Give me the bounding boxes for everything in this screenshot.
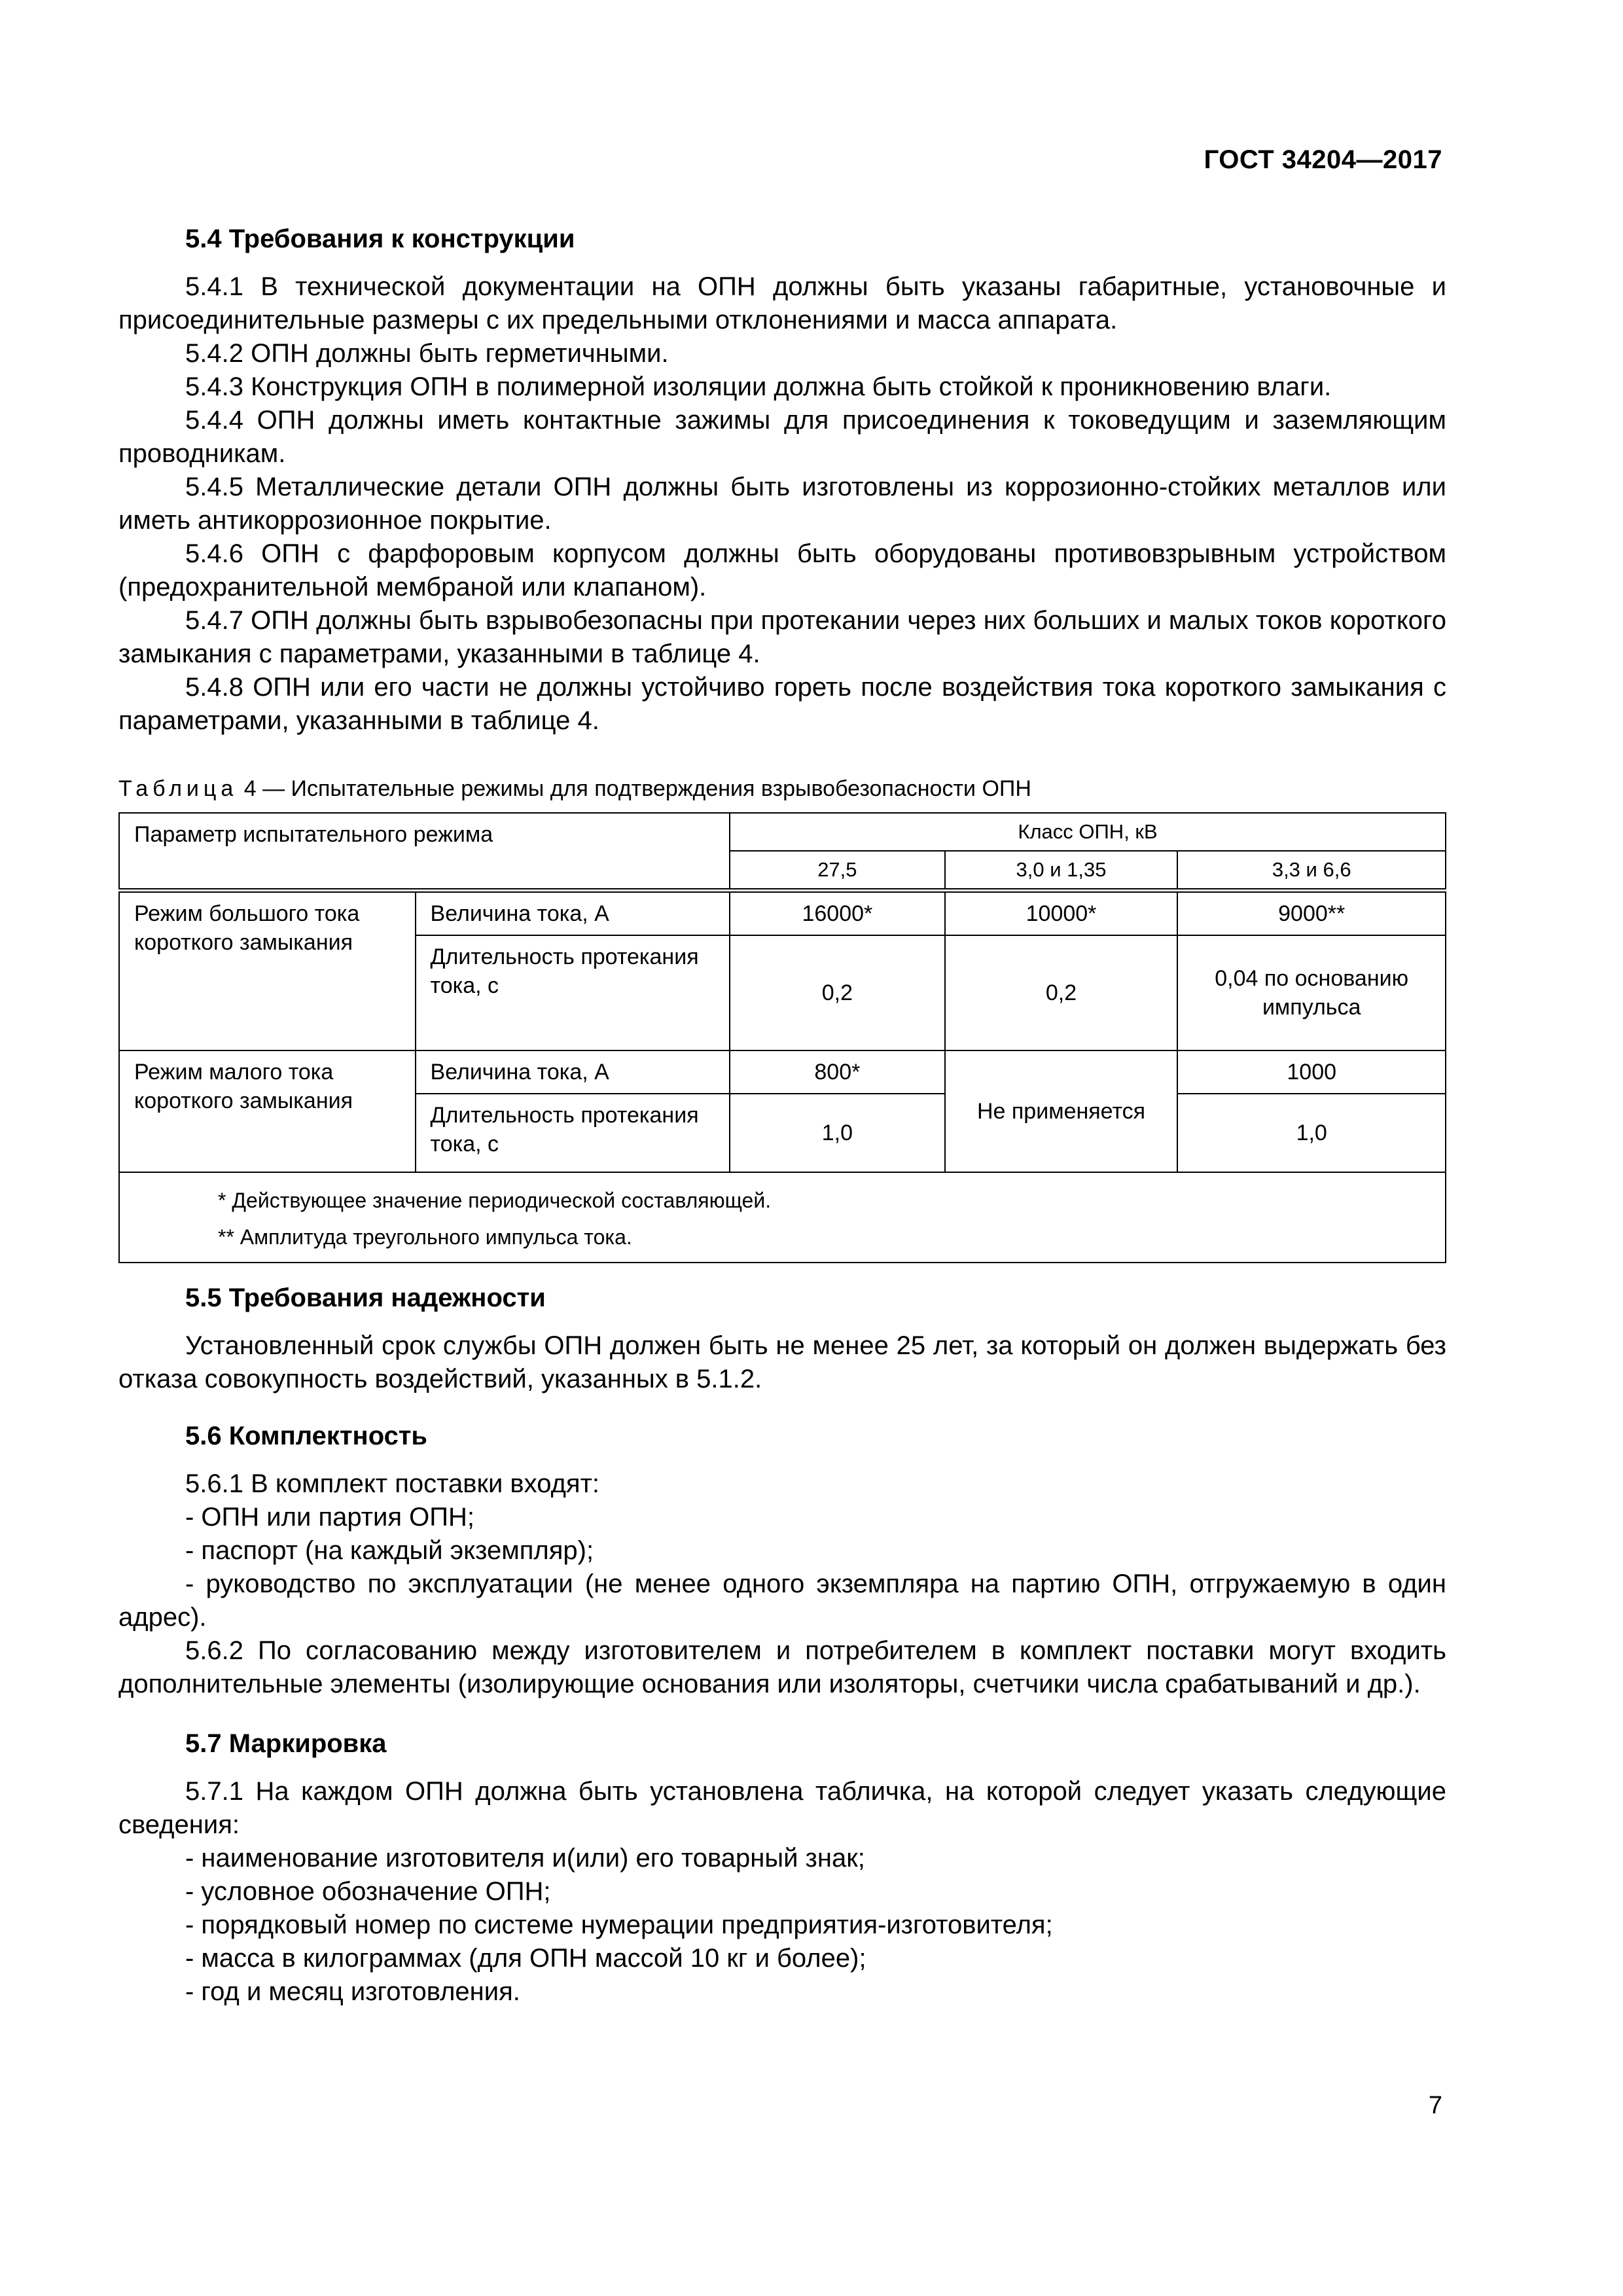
param-cell: Величина тока, А [416, 1050, 730, 1094]
paragraph: 5.6.1 В комплект поставки входят: [185, 1469, 600, 1498]
table-4 [118, 812, 1446, 1263]
list-item: - ОПН или партия ОПН; [185, 1503, 475, 1532]
table-row [119, 1050, 1446, 1094]
paragraph: 5.6.2 По согласованию между изготовителем и потребителем в комплект поставки могут входить дополнительные элементы (изолирующие основания или изоляторы, счетчики числа срабатываний и др.). [118, 1636, 1446, 1698]
paragraph: 5.4.6 ОПН с фарфоровым корпусом должны быть оборудованы противовзрывным устройством (предохранительной мембраной или клапаном). [118, 539, 1446, 601]
footnote: ** Амплитуда треугольного импульса тока. [218, 1225, 632, 1249]
list-item: - год и месяц изготовления. [185, 1977, 520, 2006]
paragraph: 5.7.1 На каждом ОПН должна быть установлена табличка, на которой следует указать следующие сведения: [118, 1777, 1446, 1839]
class-cell: 27,5 [730, 851, 945, 891]
class-header-cell: Класс ОПН, кВ [730, 813, 1446, 851]
value-cell: 0,04 по основанию импульса [1177, 935, 1446, 1050]
value-cell: 1,0 [730, 1094, 945, 1172]
param-cell: Длительность протекания тока, с [416, 1094, 730, 1172]
section-heading: 5.4 Требования к конструкции [185, 224, 575, 253]
value-cell: 800* [730, 1050, 945, 1094]
paragraph: 5.4.7 ОПН должны быть взрывобезопасны при протекании через них больших и малых токов короткого замыкания с параметрами, указанными в таблице 4. [118, 606, 1446, 668]
value-cell: 1,0 [1177, 1094, 1446, 1172]
value-cell: 10000* [945, 891, 1178, 936]
mode-cell: Режим большого тока короткого замыкания [119, 891, 416, 1051]
paragraph: 5.4.1 В технической документации на ОПН должны быть указаны габаритные, установочные и присоединительные размеры с их предельными отклонениями и масса аппарата. [118, 272, 1446, 334]
value-cell: 0,2 [945, 935, 1178, 1050]
paragraph: 5.4.5 Металлические детали ОПН должны быть изготовлены из коррозионно-стойких металлов или иметь антикоррозионное покрытие. [118, 473, 1446, 535]
paragraph: 5.4.8 ОПН или его части не должны устойчиво гореть после воздействия тока короткого замыкания с параметрами, указанными в таблице 4. [118, 673, 1446, 735]
param-header-cell: Параметр испытательного режима [119, 813, 730, 891]
value-cell: 16000* [730, 891, 945, 936]
param-cell: Длительность протекания тока, с [416, 935, 730, 1050]
not-applicable-cell: Не применяется [945, 1050, 1178, 1172]
footnotes-cell [119, 1172, 1446, 1263]
list-item: - порядковый номер по системе нумерации предприятия-изготовителя; [185, 1910, 1053, 1939]
paragraph: 5.4.4 ОПН должны иметь контактные зажимы для присоединения к токоведущим и заземляющим проводникам. [118, 406, 1446, 468]
footnote: * Действующее значение периодической составляющей. [218, 1189, 772, 1212]
table-header-row [119, 813, 1446, 851]
list-item: - наименование изготовителя и(или) его товарный знак; [185, 1844, 865, 1873]
paragraph: Установленный срок службы ОПН должен быть не менее 25 лет, за который он должен выдержать без отказа совокупность воздействий, указанных в 5.1.2. [118, 1331, 1446, 1393]
list-item: - масса в килограммах (для ОПН массой 10 кг и более); [185, 1944, 866, 1973]
document-id: ГОСТ 34204—2017 [1204, 145, 1442, 174]
list-item: - руководство по эксплуатации (не менее одного экземпляра на партию ОПН, отгружаемую в один адрес). [118, 1570, 1446, 1632]
section-heading: 5.6 Комплектность [185, 1422, 428, 1450]
table-row [119, 891, 1446, 936]
table-caption [118, 776, 1446, 802]
paragraph: 5.4.2 ОПН должны быть герметичными. [185, 339, 669, 368]
page-number: 7 [1428, 2092, 1442, 2119]
section-heading: 5.5 Требования надежности [185, 1283, 546, 1312]
table-caption-label: Таблица [118, 776, 238, 801]
class-cell: 3,3 и 6,6 [1177, 851, 1446, 891]
list-item: - условное обозначение ОПН; [185, 1877, 551, 1906]
paragraph: 5.4.3 Конструкция ОПН в полимерной изоляции должна быть стойкой к проникновению влаги. [185, 372, 1332, 401]
section-heading: 5.7 Маркировка [185, 1729, 387, 1758]
mode-cell: Режим малого тока короткого замыкания [119, 1050, 416, 1172]
page-content [118, 223, 1446, 2009]
table-caption-text: 4 — Испытательные режимы для подтверждения взрывобезопасности ОПН [238, 776, 1031, 801]
param-cell: Величина тока, А [416, 891, 730, 936]
value-cell: 0,2 [730, 935, 945, 1050]
table-footnotes-row [119, 1172, 1446, 1263]
value-cell: 9000** [1177, 891, 1446, 936]
list-item: - паспорт (на каждый экземпляр); [185, 1536, 594, 1565]
class-cell: 3,0 и 1,35 [945, 851, 1178, 891]
value-cell: 1000 [1177, 1050, 1446, 1094]
